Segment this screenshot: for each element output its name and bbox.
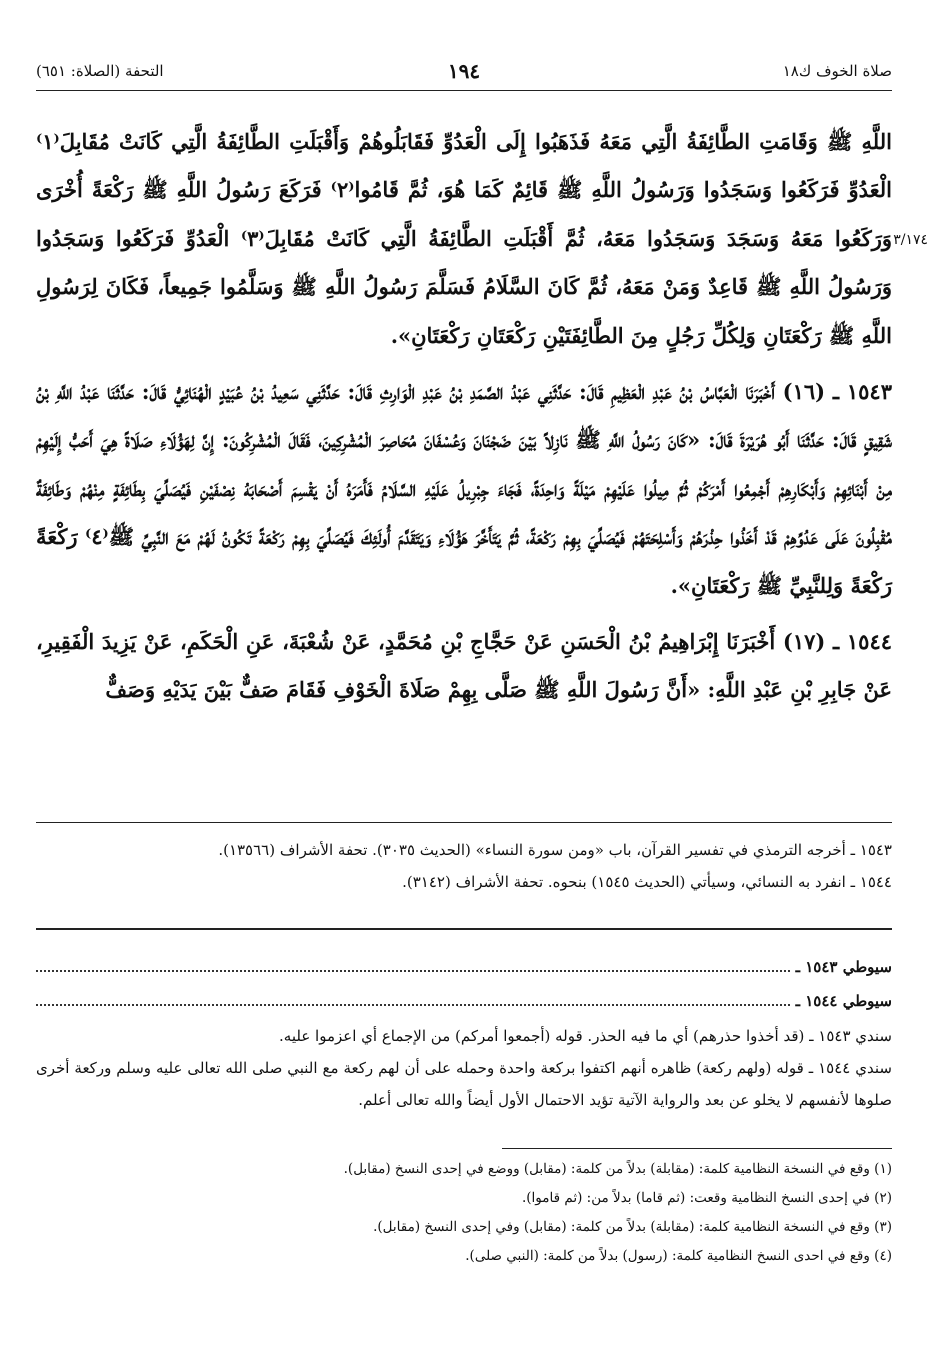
suyuti-1544: سيوطي ١٥٤٤ ـ: [795, 992, 892, 1010]
dotted-leader: [36, 969, 790, 972]
suyuti-1543: سيوطي ١٥٤٣ ـ: [795, 958, 892, 976]
header-chapter: صلاة الخوف ك١٨: [782, 62, 892, 80]
divider-thick: [36, 928, 892, 930]
dotted-leader: [36, 1003, 790, 1006]
page-header: [36, 56, 892, 91]
takhrij-1544: ١٥٤٤ ـ انفرد به النسائي، وسيأتي (الحديث ١٥٤٥) بنحوه. تحفة الأشراف (٣١٤٢).: [402, 873, 892, 891]
sindi-commentary: [36, 1020, 892, 1116]
takhrij-notes: [36, 834, 892, 898]
hadith-1543: ١٥٤٣ ـ (١٦) أَخْبَرَنَا الْعَبَّاسُ بْنُ عَبْدِ الْعَظِيمِ قَالَ: حَدَّثَنِي عَبْدُ الصَّمَدِ بْنُ عَبْدِ الْوَارِثِ قَالَ: حَدَّثَنِي سَعِيدُ بْنُ عُبَيْدٍ الْهُنَائِيُّ قَالَ: حَدَّثَنَا عَبْدُ اللَّهِ بْنُ شَقِيقٍ قَالَ: حَدَّثَنَا أَبُو هُرَيْرَةَ قَالَ: «كَانَ رَسُولُ اللَّهِ ﷺ نَازِلاً بَيْنَ ضَجْنَانَ وَعُسْفَانَ مُحَاصِرَ الْمُشْرِكِينَ، فَقَالَ الْمُشْرِكُونَ: إِنَّ لِهَؤُلَاءِ صَلَاةً هِيَ أَحَبُّ إِلَيْهِمْ مِنْ أَبْنَائِهِمْ وَأَبْكَارِهِمْ أَجْمِعُوا أَمْرَكُمْ ثُمَّ مِيلُوا عَلَيْهِمْ مَيْلَةً وَاحِدَةً، فَجَاءَ جِبْرِيلُ عَلَيْهِ السَّلَامُ فَأَمَرَهُ أَنْ يَقْسِمَ أَصْحَابَهُ نِصْفَيْنِ فَيُصَلِّيَ بِطَائِفَةٍ مِنْهُمْ وَطَائِفَةٌ مُقْبِلُونَ عَلَى عَدُوِّهِمْ قَدْ أَخَذُوا حِذْرَهُمْ وَأَسْلِحَتَهُمْ فَيُصَلِّيَ بِهِمْ رَكْعَةً، ثُمَّ يَتَأَخَّرَ هَؤُلَاءِ وَيَتَقَدَّمَ أُولَئِكَ فَيُصَلِّيَ بِهِمْ رَكْعَةً تَكُونُ لَهُمْ مَعَ النَّبِيِّ ﷺ⁽٤⁾ رَكْعَةً رَكْعَةً وَلِلنَّبِيِّ ﷺ رَكْعَتَانِ».: [36, 379, 892, 598]
footnote-divider: [502, 1148, 892, 1149]
hadith-1544: ١٥٤٤ ـ (١٧) أَخْبَرَنَا إِبْرَاهِيمُ بْنُ الْحَسَنِ عَنْ حَجَّاجِ بْنِ مُحَمَّدٍ، عَنْ شُعْبَةَ، عَنِ الْحَكَمِ، عَنْ يَزِيدَ الْفَقِيرِ، عَنْ جَابِرِ بْنِ عَبْدِ اللَّهِ: «أَنَّ رَسُولَ اللَّهِ ﷺ صَلَّى بِهِمْ صَلَاةَ الْخَوْفِ فَقَامَ صَفٌّ بَيْنَ يَدَيْهِ وَصَفٌّ: [36, 629, 893, 703]
footnote-1: (١) وقع في النسخة النظامية كلمة: (مقابلة) بدلاً من كلمة: (مقابل) ووضع في إحدى النسخ (مقابل).: [343, 1161, 892, 1177]
header-reference: التحفة (الصلاة: ٦٥١): [36, 62, 164, 80]
margin-reference: ٣/١٧٤: [893, 232, 928, 248]
page-number: ١٩٤: [447, 59, 481, 83]
paragraph-continuation: اللَّهِ ﷺ وَقَامَتِ الطَّائِفَةُ الَّتِي مَعَهُ فَذَهَبُوا إِلَى الْعَدُوِّ فَقَابَلُوهُمْ وَأَقْبَلَتِ الطَّائِفَةُ الَّتِي كَانَتْ مُقَابِلَ⁽١⁾ الْعَدُوِّ فَرَكَعُوا وَسَجَدُوا وَرَسُولُ اللَّهِ ﷺ قَائِمٌ كَمَا هُوَ، ثُمَّ قَامُوا⁽٢⁾ فَرَكَعَ رَسُولُ اللَّهِ ﷺ رَكْعَةً أُخْرَى وَرَكَعُوا مَعَهُ وَسَجَدَ وَسَجَدُوا مَعَهُ، ثُمَّ أَقْبَلَتِ الطَّائِفَةُ الَّتِي كَانَتْ مُقَابِلَ⁽٣⁾ الْعَدُوِّ فَرَكَعُوا وَسَجَدُوا وَرَسُولُ اللَّهِ ﷺ قَاعِدٌ وَمَنْ مَعَهُ، ثُمَّ كَانَ السَّلَامُ فَسَلَّمَ رَسُولُ اللَّهِ ﷺ وَسَلَّمُوا جَمِيعاً، فَكَانَ لِرَسُولِ اللَّهِ ﷺ رَكْعَتَانِ وَلِكُلِّ رَجُلٍ مِنَ الطَّائِفَتَيْنِ رَكْعَتَانِ رَكْعَتَانِ».: [36, 129, 892, 348]
suyuti-row: [36, 950, 892, 984]
suyuti-commentary: [36, 950, 892, 1018]
sindi-1543: سندي ١٥٤٣ ـ (قد أخذوا حذرهم) أي ما فيه الحذر. قوله (أجمعوا أمركم) من الإجماع أي اعزموا عليه.: [279, 1027, 892, 1045]
sindi-1544: سندي ١٥٤٤ ـ قوله (ولهم ركعة) ظاهره أنهم اكتفوا بركعة واحدة وحمله على أن لهم ركعة مع النبي صلى الله تعالى عليه وسلم وركعة أخرى صلوها لأنفسهم لا يخلو عن بعد والرواية الآتية تؤيد الاحتمال الأول أيضاً والله تعالى أعلم.: [36, 1059, 892, 1109]
footnote-4: (٤) وقع في احدى النسخ النظامية كلمة: (رسول) بدلاً من كلمة: (النبي صلى).: [465, 1248, 892, 1264]
main-text: [36, 118, 892, 715]
divider: [36, 822, 892, 823]
footnotes: [36, 1155, 892, 1271]
footnote-2: (٢) في إحدى النسخ النظامية وقعت: (ثم قاما) بدلاً من: (ثم قاموا).: [521, 1190, 892, 1206]
footnote-3: (٣) وقع في النسخة النظامية كلمة: (مقابلة) بدلاً من كلمة: (مقابل) وفي إحدى النسخ (مقابل).: [373, 1219, 892, 1235]
suyuti-row: [36, 984, 892, 1018]
takhrij-1543: ١٥٤٣ ـ أخرجه الترمذي في تفسير القرآن، باب «ومن سورة النساء» (الحديث ٣٠٣٥). تحفة الأشراف (١٣٥٦٦).: [218, 841, 892, 859]
